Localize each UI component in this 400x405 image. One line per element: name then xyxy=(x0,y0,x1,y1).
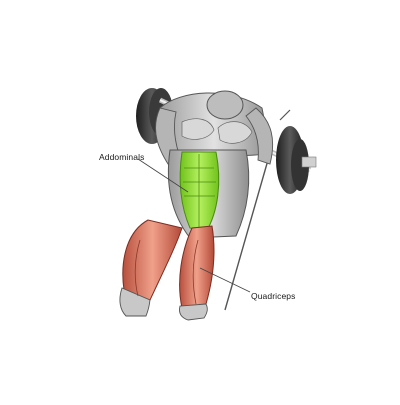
legs xyxy=(120,220,214,320)
abdominals-label: Addominals xyxy=(99,152,145,162)
right-barbell-plate xyxy=(276,126,316,194)
quadriceps-label: Quadriceps xyxy=(251,291,296,301)
